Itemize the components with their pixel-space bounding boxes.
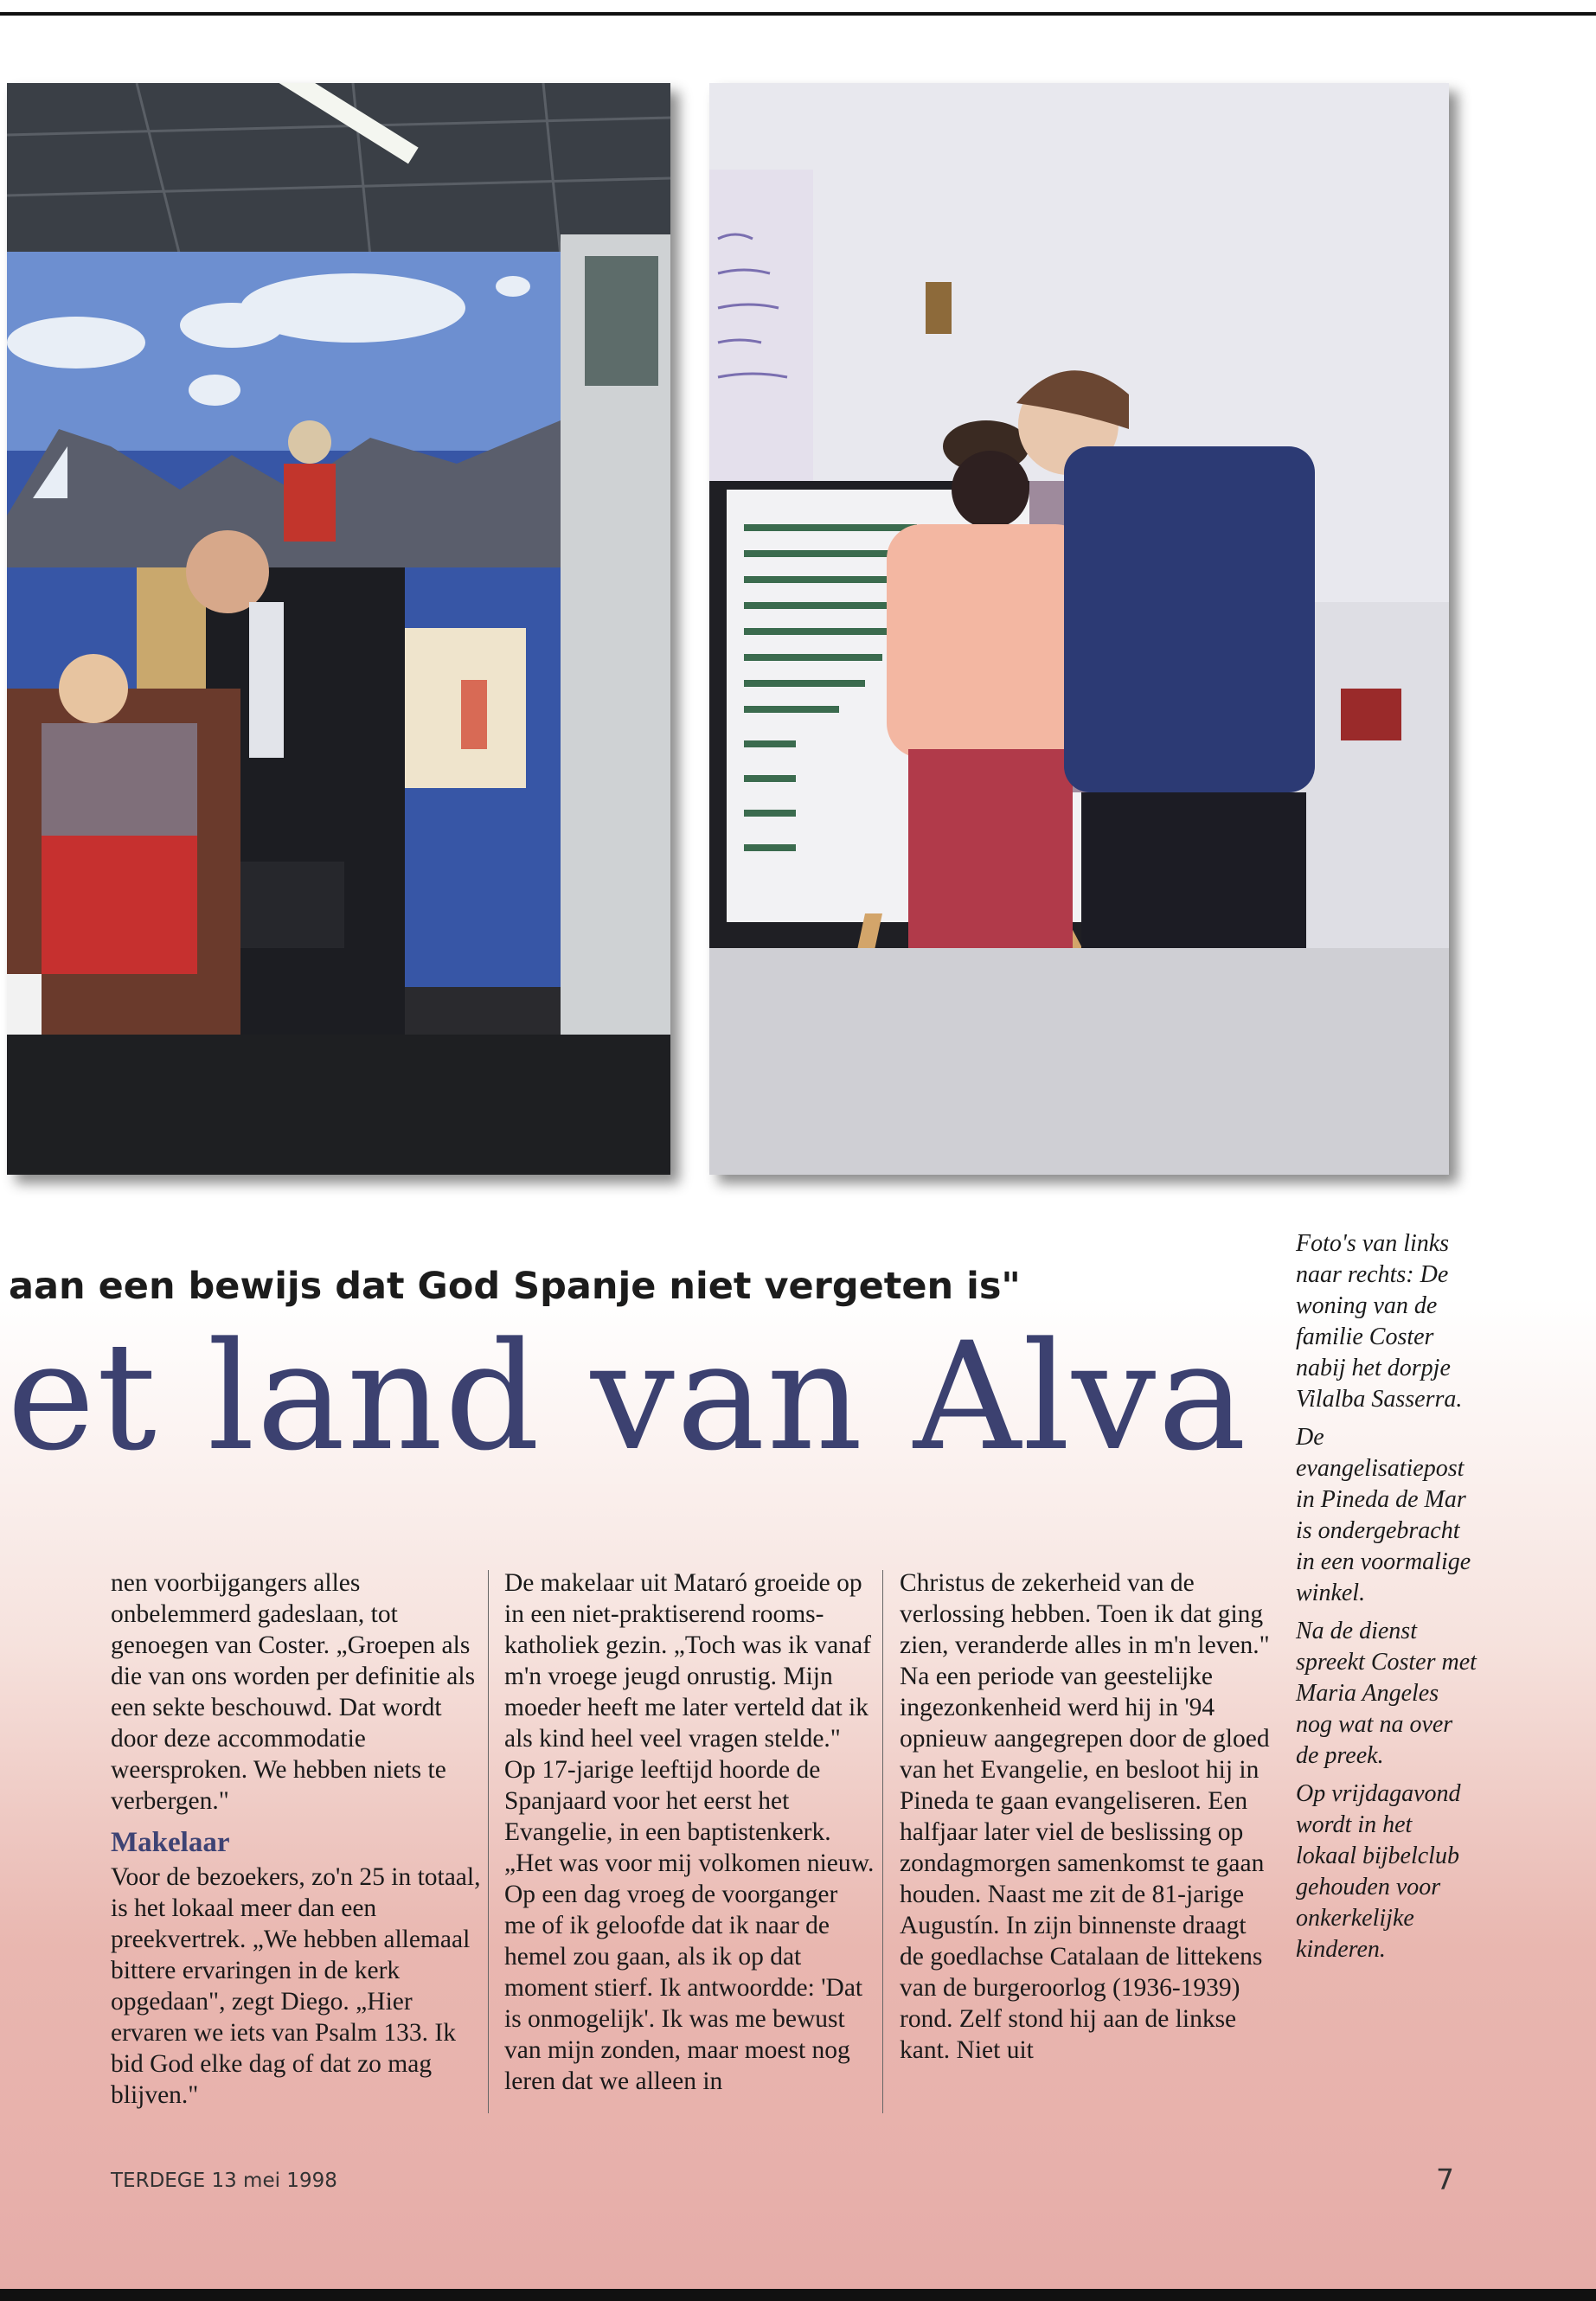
paragraph: nen voorbijgangers alles onbelemmerd gadeslaan, tot genoegen van Coster. „Groepen als die van ons worden per definitie als een sekte beschouwd. Dat wordt door deze accommodatie weersproken. We hebben niets te verbergen.": [111, 1569, 476, 1815]
paragraph: De makelaar uit Mataró groeide op in een niet-praktiserend rooms-katholiek gezin. „Toch was ik vanaf m'n vroege jeugd onrustig. Mijn moeder heeft me later verteld dat ik als kind heel veel vragen stelde." Op 17-jarige leeftijd hoorde de Spanjaard voor het eerst het Evangelie, in een baptistenkerk. „Het was voor mij volkomen nieuw. Op een dag vroeg de voorganger me of ik geloofde dat ik naar de hemel zou gaan, als ik op dat moment stierf. Ik antwoordde: 'Dat is onmogelijk'. Ik was me bewust van mijn zonden, maar moest nog leren dat we alleen in: [504, 1569, 875, 2095]
article-subheadline: aan een bewijs dat God Spanje niet vergeten is": [9, 1265, 1021, 1308]
column-divider: [488, 1570, 489, 2113]
page-number: 7: [1436, 2163, 1454, 2196]
article-headline: et land van Alva: [7, 1310, 1248, 1484]
photo-captions: [1296, 1228, 1477, 1972]
photo-bible-club: [709, 83, 1449, 1175]
text-column-1: [111, 1567, 481, 2111]
caption-3: Na de dienst spreekt Coster met Maria Angeles nog wat na over de preek.: [1296, 1618, 1477, 1769]
photo-bible-club-image: [709, 83, 1449, 1175]
caption-2: De evangelisatiepost in Pineda de Mar is ondergebracht in een voormalige winkel.: [1296, 1424, 1471, 1606]
publication-footer: TERDEGE 13 mei 1998: [111, 2170, 337, 2192]
bottom-rule: [0, 2289, 1596, 2301]
paragraph: Voor de bezoekers, zo'n 25 in totaal, is het lokaal meer dan een preekvertrek. „We hebben allemaal bittere ervaringen in de kerk opgedaan", zegt Diego. „Hier ervaren we iets van Psalm 133. Ik bid God elke dag of dat zo mag blijven.": [111, 1863, 481, 2109]
paragraph: Na een periode van geestelijke ingezonkenheid werd hij in '94 opnieuw aangegrepen door de gloed van het Evangelie, en besloot hij in Pineda te gaan evangeliseren. Een halfjaar later viel de beslissing op zondagmorgen samenkomst te gaan houden. Naast me zit de 81-jarige Augustín. In zijn binnenste draagt de goedlachse Catalaan de littekens van de burgeroorlog (1936-1939) rond. Zelf stond hij aan de linkse kant. Niet uit: [900, 1663, 1270, 2064]
text-column-2: [504, 1567, 875, 2097]
paragraph: Christus de zekerheid van de verlossing hebben. Toen ik dat ging zien, veranderde alles in m'n leven.": [900, 1569, 1270, 1659]
caption-1: Foto's van links naar rechts: De woning van de familie Coster nabij het dorpje Vilalba Sasserra.: [1296, 1230, 1463, 1413]
caption-4: Op vrijdagavond wordt in het lokaal bijbelclub gehouden voor onkerkelijke kinderen.: [1296, 1780, 1461, 1963]
column-divider: [882, 1570, 883, 2113]
photo-meeting-room-image: [7, 83, 670, 1175]
top-rule: [0, 12, 1596, 16]
text-column-3: [900, 1567, 1270, 2066]
section-heading: Makelaar: [111, 1827, 230, 1858]
photo-meeting-room: [7, 83, 670, 1175]
